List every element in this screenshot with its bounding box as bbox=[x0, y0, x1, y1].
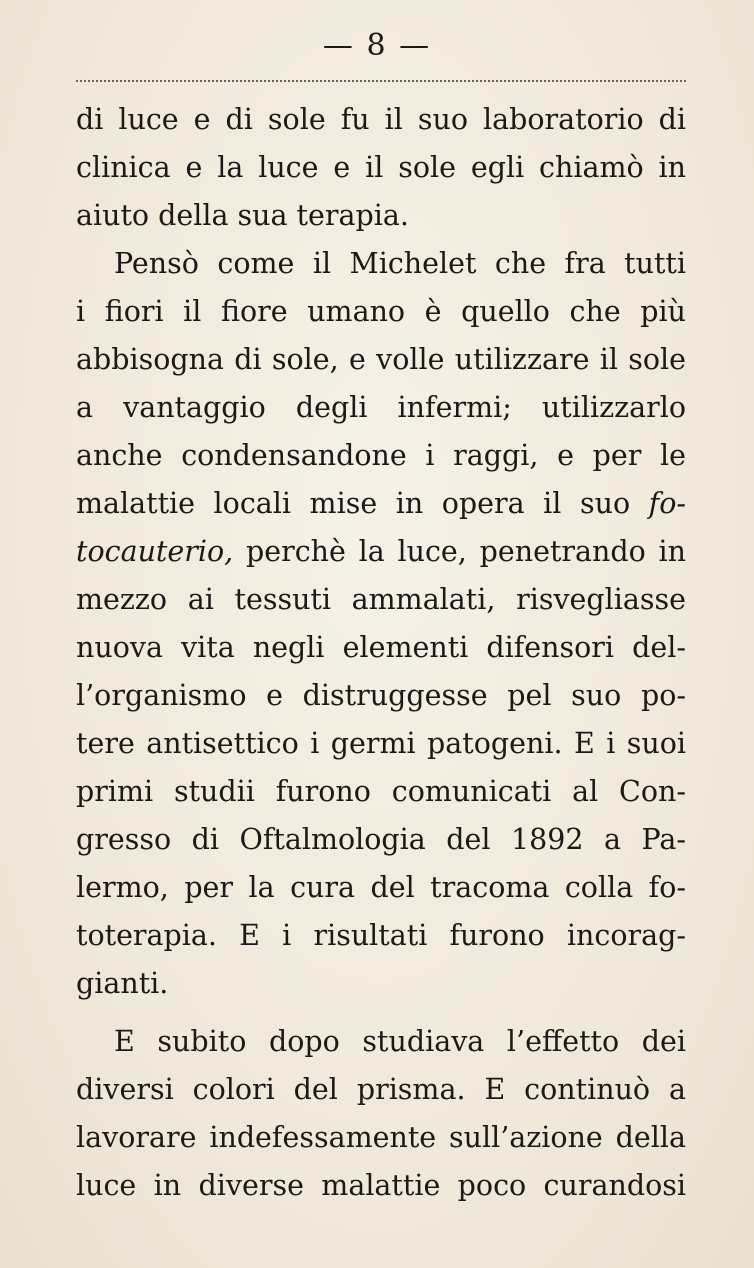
paragraph-gap bbox=[76, 1008, 686, 1018]
text-line: mezzo ai tessuti ammalati, risvegliasse bbox=[76, 583, 686, 616]
page-number: — 8 — bbox=[322, 28, 432, 63]
text-line: di luce e di sole fu il suo laboratorio di bbox=[76, 103, 686, 136]
body-text bbox=[76, 96, 686, 1210]
text-line: a vantaggio degli infermi; utilizzarlo bbox=[76, 391, 686, 424]
italic-text: fo- bbox=[648, 487, 686, 520]
text-line: Pensò come il Michelet che fra tutti bbox=[114, 247, 686, 280]
text-line: nuova vita negli elementi difensori del- bbox=[76, 631, 686, 664]
text-line: gianti. bbox=[76, 967, 169, 1000]
text-line: clinica e la luce e il sole egli chiamò in bbox=[76, 151, 686, 184]
text-line: lermo, per la cura del tracoma colla fo- bbox=[76, 871, 686, 904]
header-rule bbox=[76, 80, 686, 82]
text-line: E subito dopo studiava l’effetto dei bbox=[114, 1025, 686, 1058]
italic-text: tocauterio, bbox=[76, 535, 234, 568]
text-line: primi studii furono comunicati al Con- bbox=[76, 775, 686, 808]
text-line: aiuto della sua terapia. bbox=[76, 199, 409, 232]
text-line: luce in diverse malattie poco curandosi bbox=[76, 1169, 686, 1202]
text-line: lavorare indefessamente sull’azione della bbox=[76, 1121, 686, 1154]
text-segment: perchè la luce, penetrando in bbox=[245, 535, 687, 568]
text-line: toterapia. E i risultati furono incorag- bbox=[76, 919, 686, 952]
text-segment: malattie locali mise in opera il suo bbox=[76, 487, 631, 520]
text-line: diversi colori del prisma. E continuò a bbox=[76, 1073, 686, 1106]
text-line bbox=[76, 528, 686, 576]
text-line: abbisogna di sole, e volle utilizzare il sole bbox=[76, 343, 686, 376]
text-line: gresso di Oftalmologia del 1892 a Pa- bbox=[76, 823, 686, 856]
text-line: tere antisettico i germi patogeni. E i suoi bbox=[76, 727, 686, 760]
text-line: anche condensandone i raggi, e per le bbox=[76, 439, 686, 472]
text-line: i fiori il fiore umano è quello che più bbox=[76, 295, 686, 328]
text-line: l’organismo e distruggesse pel suo po- bbox=[76, 679, 686, 712]
text-line bbox=[76, 480, 686, 528]
